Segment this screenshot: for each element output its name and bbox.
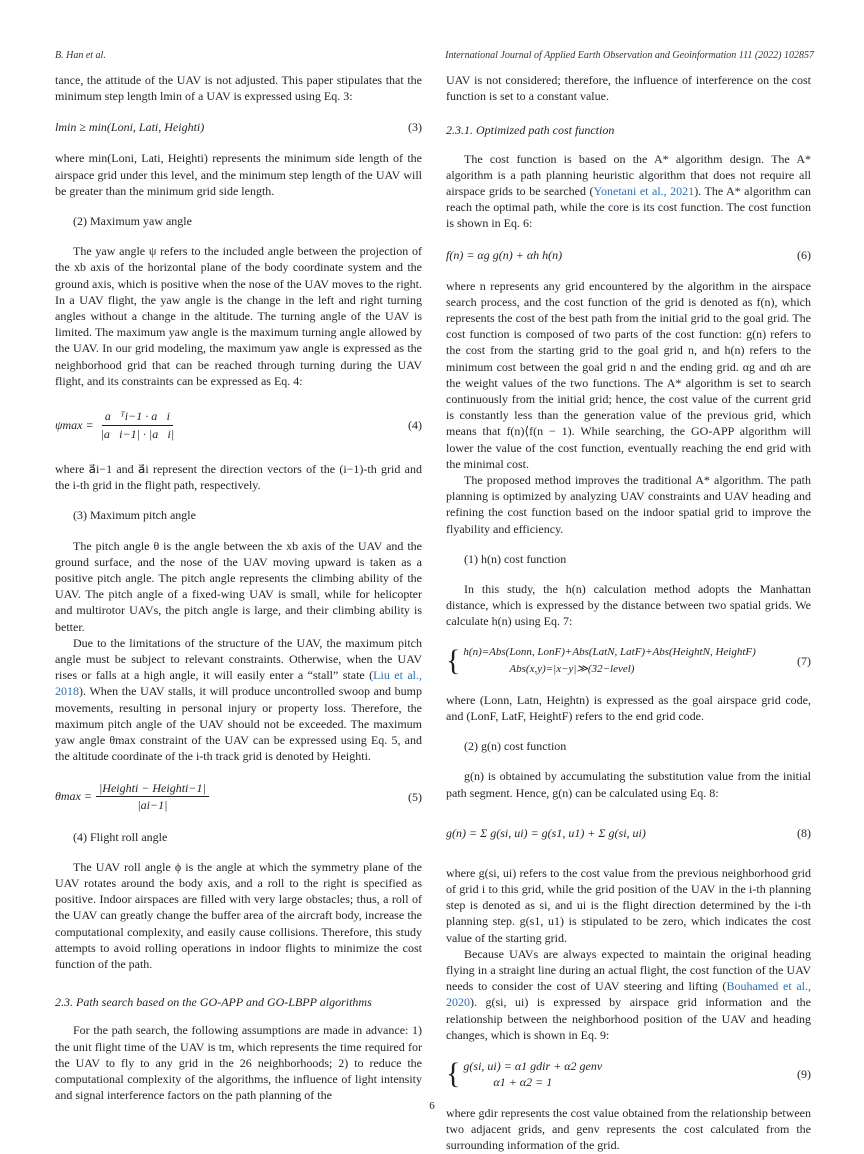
equation-number: (6) bbox=[797, 247, 811, 262]
page-number: 6 bbox=[429, 1100, 435, 1112]
equation-3 bbox=[55, 118, 422, 136]
equation-6 bbox=[446, 246, 811, 264]
citation-link[interactable]: Bouhamed et al., 2020 bbox=[446, 979, 812, 1010]
list-item-heading: (2) g(n) cost function bbox=[464, 739, 567, 754]
text-span: ). g(si, ui) is expressed by airspace grid information and the relationship between the neighborhood position of the UAV and heading changes, which is shown in Eq. 9: bbox=[446, 995, 811, 1042]
list-item-heading: (2) Maximum yaw angle bbox=[73, 214, 192, 229]
equation-number: (9) bbox=[797, 1066, 811, 1081]
running-header-authors: B. Han et al. bbox=[55, 50, 106, 61]
left-brace: { bbox=[446, 1056, 461, 1090]
text-span: The cost function is based on the A* algorithm design. The A* algorithm is a path planning heuristic algorithm that does not require all airspace grids to be searched ( bbox=[446, 151, 811, 199]
paragraph bbox=[55, 635, 422, 765]
equation-body: g(n) = Σ g(si, ui) = g(s1, u1) + Σ g(si, ui) bbox=[446, 825, 646, 840]
equation-row: Abs(x,y)=|x−y|≫(32−level) bbox=[509, 662, 635, 675]
text-span: ). The A* algorithm can reach the optimal path, while the core is its cost function. The cost function is shown in Eq. 6: bbox=[446, 184, 812, 231]
paragraph: The pitch angle θ is the angle between the xb axis of the UAV and the ground surface, and the nose of the UAV moving upward is taken as a positive pitch angle. The pitch angle represents the climbing ability of the UAV. The pitch angle of a fixed-wing UAV is small, while for helicopter and multirotor UAVs, the pitch angle is large, and their climbing ability is better. bbox=[55, 538, 422, 634]
fraction-denominator: |a⃗i−1| · |a⃗i| bbox=[100, 426, 175, 441]
paragraph: In this study, the h(n) calculation method adopts the Manhattan distance, which is expressed by the distance between two spatial grids. We calculate h(n) using Eq. 7: bbox=[446, 582, 811, 629]
equation-lhs: θmax = bbox=[55, 789, 92, 804]
paragraph: where g(si, ui) refers to the cost value from the previous neighborhood grid of grid i to this grid, while the grid position of the UAV in the i-th planning step is denoted as si, and ui is the flight direction determined by the i-th planning step. g(s1, u1) is stipulated to be zero, which indicates the cost value of the starting grid. bbox=[446, 865, 811, 945]
paragraph bbox=[446, 946, 811, 1043]
fraction-numerator: |Heighti − Heighti−1| bbox=[96, 780, 209, 797]
equation-number: (8) bbox=[797, 825, 811, 840]
paragraph: The proposed method improves the traditional A* algorithm. The path planning is optimized by analyzing UAV constraints and UAV heading and refining the cost function based on the indoor spatial grid to improve the flyability and efficiency. bbox=[446, 473, 811, 536]
citation-link[interactable]: Yonetani et al., 2021 bbox=[593, 184, 695, 199]
paragraph: where min(Loni, Lati, Heighti) represents the minimum side length of the airspace grid under this level, and the minimum step length of the UAV will be greater than the minimum grid side length. bbox=[55, 151, 422, 198]
paragraph: UAV is not considered; therefore, the influence of interference on the cost function is set to a constant value. bbox=[446, 73, 811, 104]
equation-5 bbox=[55, 779, 422, 815]
paragraph: The UAV roll angle ϕ is the angle at which the symmetry plane of the UAV rotates around the body axis, and a roll to the right is specified as positive. Indoor airspaces are filled with very large obstacles; thus, a roll of the UAV can greatly change the buffer area of the aircraft body, increase the computational complexity, and easily cause collisions. Therefore, this study attempts to avoid rolling operations in indoor flights to minimize the cost function of the path. bbox=[55, 859, 422, 971]
paragraph: where n represents any grid encountered by the algorithm in the airspace search process, and the cost function of the grid is denoted as f(n), which represents the cost of the best path from the initial grid to the goal grid. The cost function is composed of two parts of the cost function: g(n) refers to the cost from the starting grid to the goal grid n, and h(n) refers to the minimum cost between the goal grid n and the ending grid. αg and αh are the weight values of the two functions. The A* algorithm is set to search continuously from the initial grid; hence, the cost value of the current grid is constantly less than the generation value of the previous grid, which means that f(n)⟨f(n − 1). While searching, the GO-APP algorithm will lower the value of the cost function, eventually reaching the end grid with the minimal cost. bbox=[446, 278, 811, 471]
equation-number: (3) bbox=[408, 120, 422, 135]
equation-body: lmin ≥ min(Loni, Lati, Heighti) bbox=[55, 120, 205, 135]
left-brace: { bbox=[446, 643, 461, 677]
section-heading: 2.3. Path search based on the GO-APP and GO-LBPP algorithms bbox=[55, 995, 372, 1010]
left-column bbox=[55, 72, 422, 1103]
equation-number: (4) bbox=[408, 417, 422, 432]
paragraph: tance, the attitude of the UAV is not adjusted. This paper stipulates that the minimum step length lmin of a UAV is expressed using Eq. 3: bbox=[55, 73, 422, 104]
paragraph: where (Lonn, Latn, Heightn) is expressed as the goal airspace grid code, and (LonF, LatF, HeightF) refers to the end grid code. bbox=[446, 692, 811, 723]
paragraph: The yaw angle ψ refers to the included angle between the projection of the xb axis of the horizontal plane of the body coordinate system and the ground axis, which is positive when the nose of the UAV moves to the right. In a UAV flight, the yaw angle is the change in the left and right turning angles without a change in the altitude. The turning angle of the UAV is limited. The maximum yaw angle is the maximum turning angle allowed by the UAV. In our grid modeling, the maximum yaw angle is expressed as the neighborhood grid that can be reached through turning during the UAV flight, and its constraints can be expressed as Eq. 4: bbox=[55, 244, 422, 388]
paragraph: g(n) is obtained by accumulating the substitution value from the initial path segment. Hence, g(n) can be calculated using Eq. 8: bbox=[446, 769, 811, 800]
equation-number: (5) bbox=[408, 789, 422, 804]
equation-row: g(si, ui) = α1 gdir + α2 genv bbox=[463, 1058, 603, 1073]
equation-number: (7) bbox=[797, 653, 811, 668]
list-item-heading: (4) Flight roll angle bbox=[73, 829, 168, 844]
running-header-journal: International Journal of Applied Earth Observation and Geoinformation 111 (2022) 102857 bbox=[445, 50, 814, 61]
equation-fraction bbox=[96, 780, 209, 813]
paragraph bbox=[446, 151, 811, 232]
right-column bbox=[446, 72, 811, 1154]
equation-body: f(n) = αg g(n) + αh h(n) bbox=[446, 247, 563, 262]
citation-link[interactable]: Liu et al., 2018 bbox=[55, 668, 423, 699]
equation-9 bbox=[446, 1057, 811, 1091]
fraction-denominator: |ai−1| bbox=[137, 798, 168, 812]
equation-7 bbox=[446, 644, 811, 678]
paragraph: where a⃗i−1 and a⃗i represent the direction vectors of the (i−1)-th grid and the i-th grid in the flight path, respectively. bbox=[55, 462, 422, 493]
fraction-numerator: a⃗ᵀi−1 · a⃗i bbox=[102, 408, 173, 425]
list-item-heading: (1) h(n) cost function bbox=[464, 551, 567, 566]
subsection-heading: 2.3.1. Optimized path cost function bbox=[446, 123, 615, 138]
equation-4 bbox=[55, 403, 422, 447]
paragraph: For the path search, the following assumptions are made in advance: 1) the unit flight time of the UAV is tm, which represents the time required for the UAV to fly to any grid in the 26 neighborhoods; 2) to reduce the computational complexity of the algorithms, the influence of light intensity and signal interference factors on the path planning of the bbox=[55, 1023, 422, 1103]
text-span: Because UAVs are always expected to maintain the original heading flying in a straight line during an actual flight, the cost function of the UAV needs to consider the cost of UAV steering and lifting ( bbox=[446, 946, 811, 994]
text-span: Due to the limitations of the structure of the UAV, the maximum pitch angle must be subject to relevant constraints. Otherwise, when the UAV rises or falls at a high angle, it will easily enter a “stall” state ( bbox=[55, 635, 422, 683]
text-span: ). When the UAV stalls, it will produce uncontrolled swoop and bump movements, resulting in personal injury or property loss. Therefore, the maximum pitch angle of the UAV should not be exceeded. The maximum yaw angle θmax constraint of the UAV can be expressed using Eq. 5, and the altitude coordinate of the i-th track grid is denoted by Heighti. bbox=[55, 684, 422, 764]
list-item-heading: (3) Maximum pitch angle bbox=[73, 508, 196, 523]
equation-row: α1 + α2 = 1 bbox=[493, 1074, 553, 1089]
equation-lhs: ψmax = bbox=[55, 417, 94, 432]
equation-row: h(n)=Abs(Lonn, LonF)+Abs(LatN, LatF)+Abs(HeightN, HeightF) bbox=[463, 646, 756, 659]
paragraph: where gdir represents the cost value obtained from the relationship between two adjacent grids, and genv represents the cost calculated from the surrounding information of the grid. bbox=[446, 1105, 811, 1153]
equation-fraction bbox=[98, 408, 178, 441]
equation-8 bbox=[446, 815, 811, 851]
